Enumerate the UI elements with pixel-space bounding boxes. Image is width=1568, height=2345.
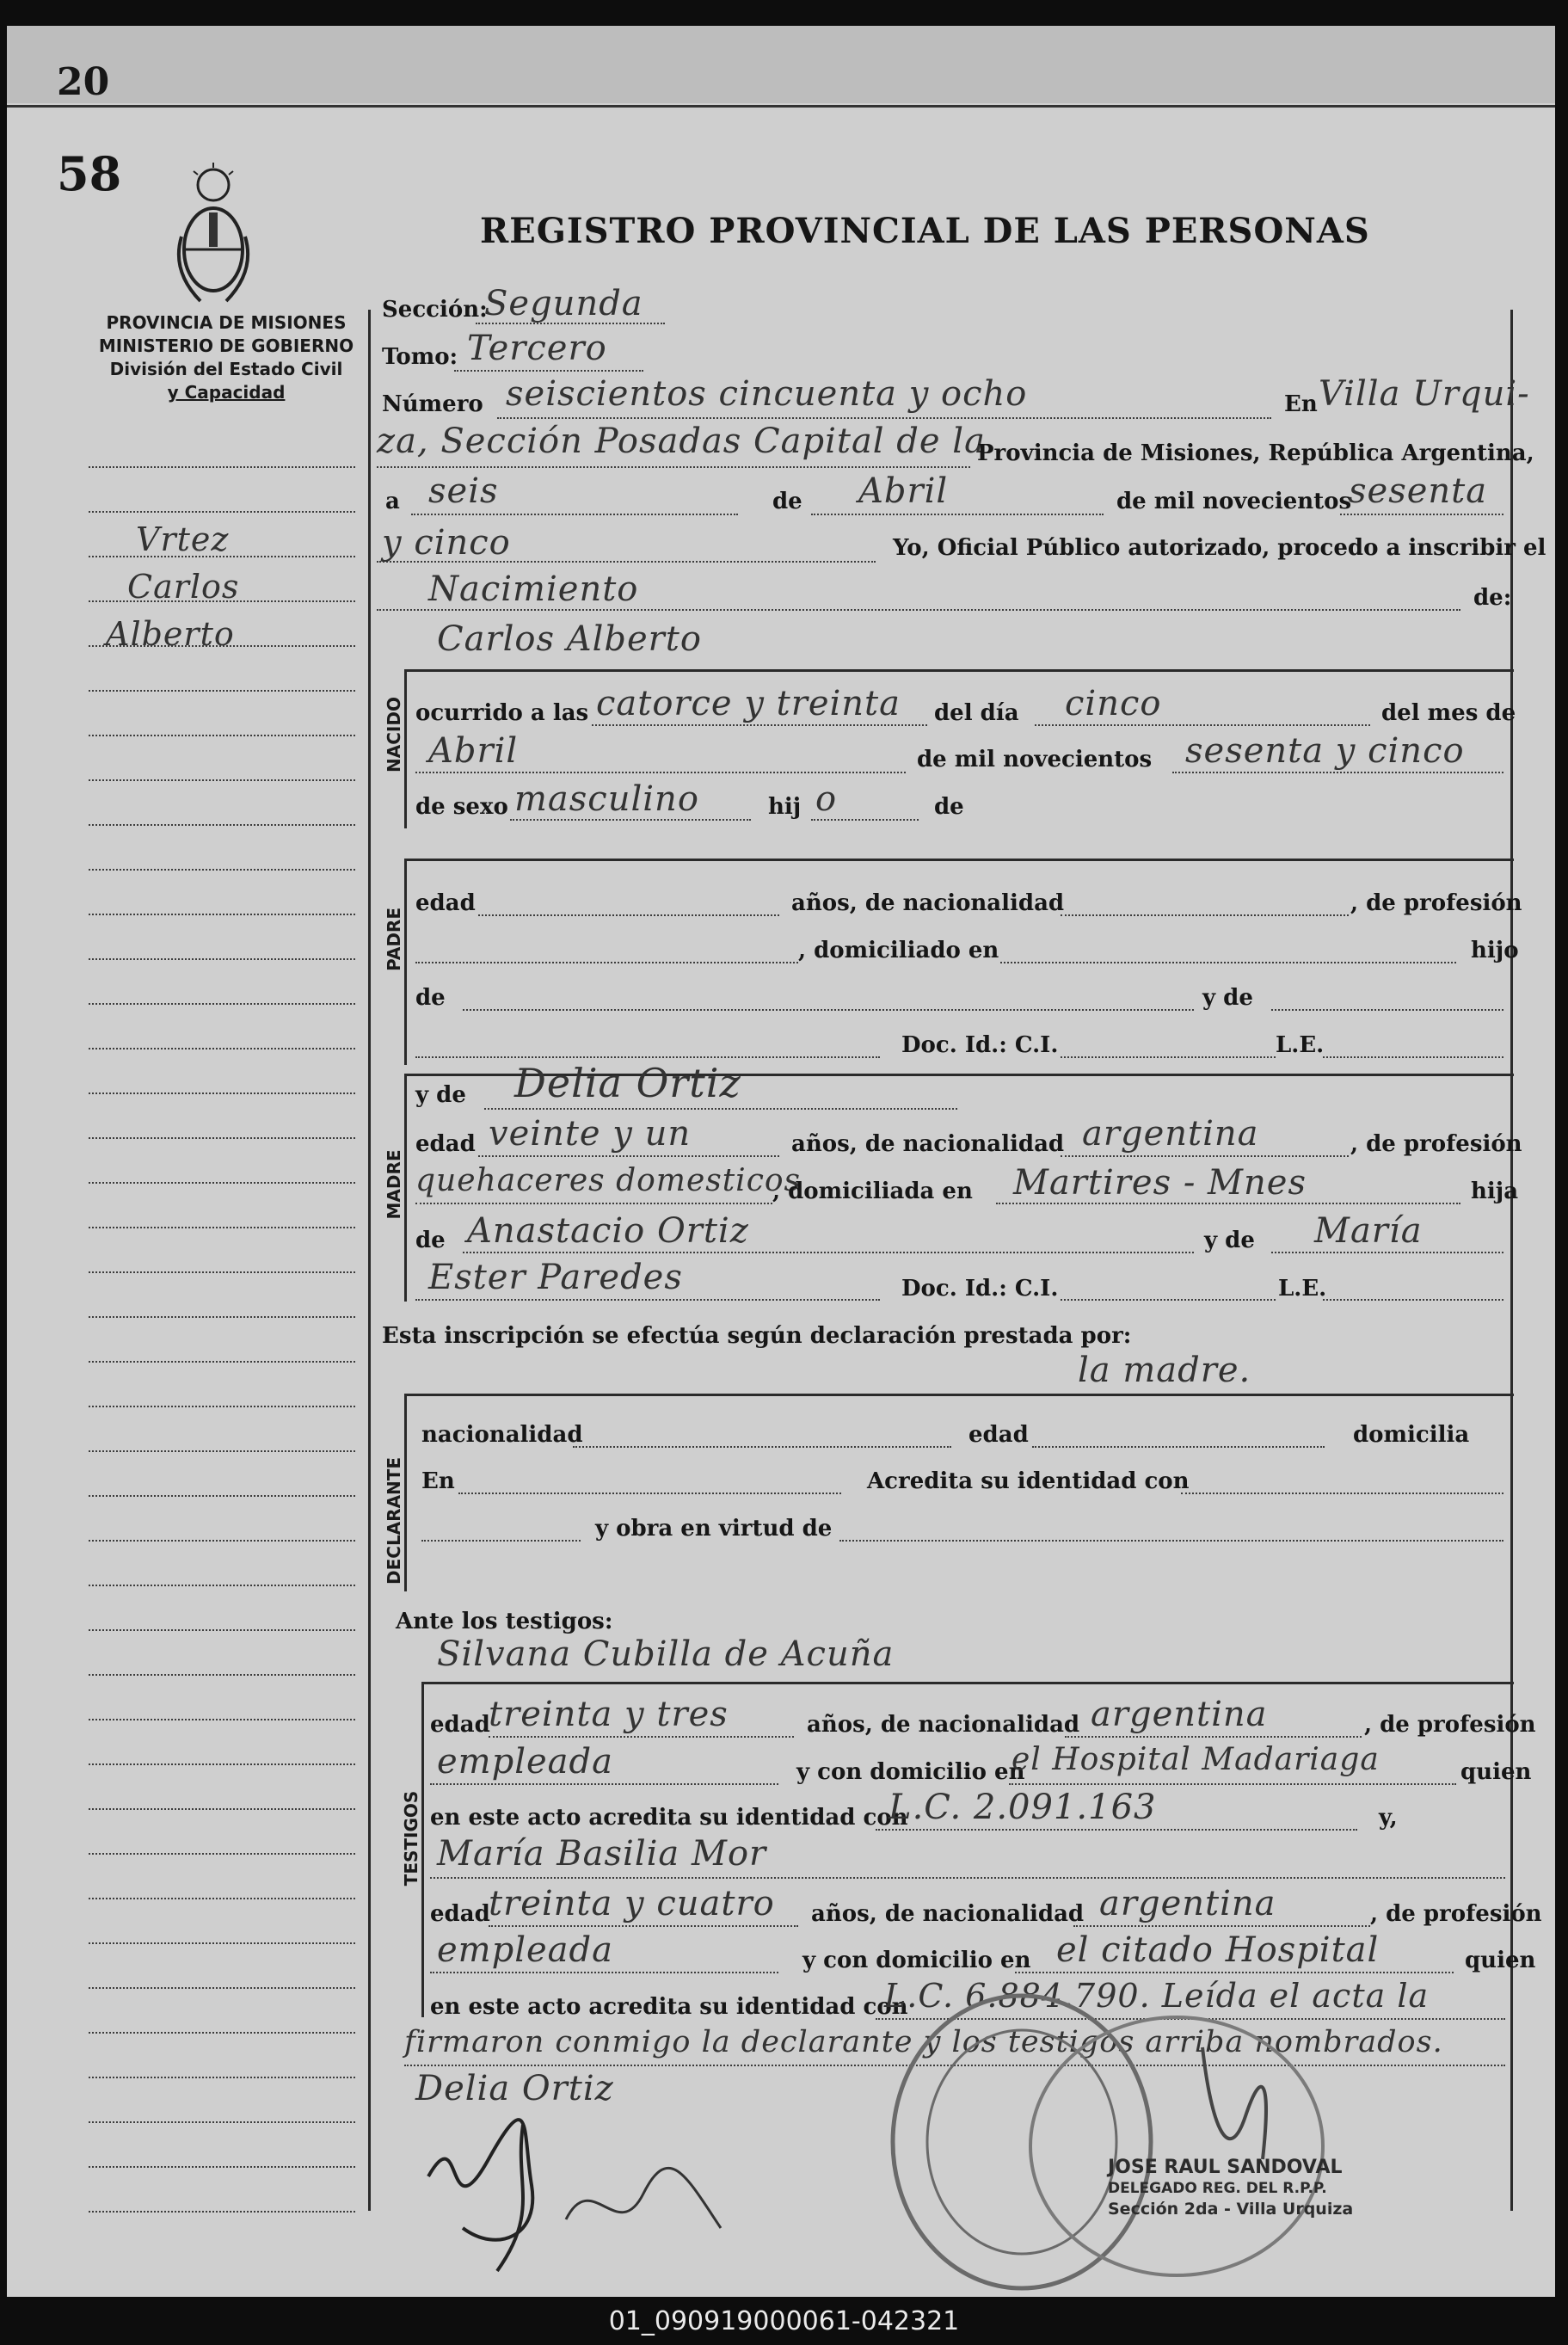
rule-nacido-top <box>404 669 1514 672</box>
entry-t1-edad: treinta y tres <box>489 1695 729 1734</box>
line-padre-nacionalidad <box>1061 914 1349 916</box>
line-declarante-nacionalidad <box>573 1446 951 1448</box>
line-t2-domicilio <box>1015 1972 1454 1973</box>
previous-page-strip <box>7 26 1555 103</box>
stamp-officer-name: JOSE RAUL SANDOVAL <box>1108 2157 1343 2178</box>
label-a: a <box>385 489 400 514</box>
line-t2-profesion <box>430 1972 778 1973</box>
entry-anio-nac: sesenta y cinco <box>1185 731 1465 771</box>
line-lugar <box>377 466 970 468</box>
margin-rule <box>89 466 355 468</box>
label-hijo: hijo <box>1471 938 1519 963</box>
entry-cierre: firmaron conmigo la declarante y los testigos arriba nombrados. <box>404 2025 1443 2059</box>
line-padre-le <box>1323 1056 1503 1058</box>
label-hij: hij <box>768 794 802 820</box>
entry-testigo1-nombre: Silvana Cubilla de Acuña <box>437 1634 895 1674</box>
label-yo-oficial: Yo, Oficial Público autorizado, procedo a inscribir el <box>893 535 1546 561</box>
line-madre-le <box>1323 1299 1503 1301</box>
label-de-hij: de <box>934 794 964 820</box>
line-padre-de <box>463 1009 1194 1011</box>
entry-sexo: masculino <box>514 779 699 819</box>
margin-rule <box>89 1898 355 1899</box>
label-t2-profesion: , de profesión <box>1370 1901 1542 1927</box>
scan-id-footer: 01_090919000061-042321 <box>608 2306 960 2336</box>
register-title: REGISTRO PROVINCIAL DE LAS PERSONAS <box>480 211 1370 251</box>
office-capacity: y Capacidad <box>167 382 286 403</box>
line-anio <box>1340 514 1503 515</box>
label-t2-edad: edad <box>430 1901 490 1927</box>
label-t1-domicilio: y con domicilio en <box>796 1759 1025 1785</box>
line-madre-padre <box>463 1252 1194 1253</box>
line-madre-madre-2 <box>415 1299 880 1301</box>
line-padre-ci <box>1061 1056 1276 1058</box>
line-padre-domicilio <box>1000 962 1456 963</box>
entry-madre-nombre: Delia Ortiz <box>514 1060 741 1106</box>
label-padre-nacionalidad: años, de nacionalidad <box>791 890 1065 916</box>
office-province: PROVINCIA DE MISIONES <box>106 312 347 333</box>
line-madre-nacionalidad <box>1061 1155 1349 1157</box>
entry-madre-domicilio: Martires - Mnes <box>1013 1163 1307 1203</box>
label-t1-profesion: , de profesión <box>1364 1712 1536 1738</box>
line-t2-edad <box>489 1925 798 1927</box>
margin-rule <box>89 1674 355 1676</box>
label-domiciliado: , domiciliado en <box>798 938 999 963</box>
margin-rule <box>89 2121 355 2123</box>
line-t2-nombre <box>430 1877 1505 1879</box>
label-acredita: Acredita su identidad con <box>867 1468 1190 1494</box>
entry-lugar-2: za, Sección Posadas Capital de la <box>377 422 986 461</box>
margin-rule <box>89 1763 355 1765</box>
line-madre-profesion <box>415 1203 772 1204</box>
entry-t1-domicilio: el Hospital Madariaga <box>1012 1742 1380 1777</box>
label-del-mes-de: del mes de <box>1381 700 1516 726</box>
line-t2-nacionalidad <box>1073 1925 1370 1927</box>
delegate-seal-icon <box>1013 1996 1340 2288</box>
label-provincia: Provincia de Misiones, República Argentina, <box>977 440 1534 466</box>
page-top-edge <box>7 105 1555 108</box>
stamp-officer-title: DELEGADO REG. DEL R.P.P. <box>1108 2180 1327 2197</box>
margin-rule <box>89 1316 355 1318</box>
entry-t2-edad: treinta y cuatro <box>489 1884 775 1923</box>
entry-seccion: Segunda <box>484 284 643 323</box>
label-t2-quien: quien <box>1465 1948 1536 1973</box>
entry-testigo2-nombre: María Basilia Mor <box>437 1834 767 1874</box>
line-padre-profesion <box>415 962 798 963</box>
entry-lugar-1: Villa Urqui- <box>1319 374 1530 414</box>
line-acto <box>377 609 1460 611</box>
rule-padre-top <box>404 859 1514 861</box>
margin-rule <box>89 1450 355 1452</box>
margin-rule <box>89 1853 355 1855</box>
label-padre-le: L.E. <box>1276 1032 1325 1058</box>
label-madre-le: L.E. <box>1278 1276 1327 1302</box>
margin-rule <box>89 1048 355 1049</box>
entry-mes-nac: Abril <box>428 731 519 771</box>
line-t1-domicilio <box>1009 1783 1456 1785</box>
entry-madre-padre: Anastacio Ortiz <box>467 1211 749 1251</box>
label-padre-profesion: , de profesión <box>1350 890 1522 916</box>
label-declarante-en: En <box>421 1468 455 1494</box>
entry-t2-nacionalidad: argentina <box>1099 1884 1276 1923</box>
page-number: 58 <box>57 146 122 201</box>
line-declarante-en <box>458 1493 841 1494</box>
margin-rule <box>89 1987 355 1989</box>
entry-anio-2: y cinco <box>382 523 511 563</box>
label-padre-edad: edad <box>415 890 476 916</box>
margin-rule <box>89 1495 355 1497</box>
margin-rule <box>89 1361 355 1363</box>
label-padre-doc: Doc. Id.: C.I. <box>901 1032 1059 1058</box>
section-nacido: NACIDO <box>384 697 404 772</box>
stamp-officer-section: Sección 2da - Villa Urquiza <box>1108 2200 1354 2219</box>
label-obra-virtud: y obra en virtud de <box>595 1516 833 1542</box>
line-obra-virtud <box>839 1540 1503 1542</box>
margin-rule <box>89 869 355 871</box>
margin-rule <box>89 1585 355 1586</box>
entry-madre-madre-1: María <box>1314 1211 1423 1251</box>
line-madre-ci <box>1061 1299 1276 1301</box>
rule-nacido-side <box>404 669 407 828</box>
entry-hora: catorce y treinta <box>596 684 901 723</box>
signature-scribbles-icon <box>394 2108 755 2280</box>
entry-madre-madre-2: Ester Paredes <box>428 1258 683 1297</box>
line-declarante-previo <box>421 1540 581 1542</box>
margin-rule <box>89 1808 355 1810</box>
line-hora <box>592 724 927 726</box>
margin-note-surname: Vrtez <box>136 520 230 558</box>
line-madre-domicilio <box>996 1203 1460 1204</box>
label-seccion: Sección: <box>382 297 488 323</box>
line-numero <box>497 417 1271 419</box>
line-tomo <box>454 370 643 372</box>
label-t2-domicilio: y con domicilio en <box>802 1948 1031 1973</box>
label-madre-de: de <box>415 1228 446 1253</box>
entry-tomo: Tercero <box>467 329 607 368</box>
label-de-mil-novecientos: de mil novecientos <box>1116 489 1352 514</box>
label-de-mil-novecientos-nac: de mil novecientos <box>917 747 1153 772</box>
stamp-block <box>1108 2157 1353 2219</box>
entry-madre-edad: veinte y un <box>489 1114 692 1154</box>
margin-rule <box>89 1719 355 1720</box>
label-padre-de: de <box>415 985 446 1011</box>
label-numero: Número <box>382 391 483 417</box>
frame-left-rule <box>368 310 371 2211</box>
label-declarante-nacionalidad: nacionalidad <box>421 1422 583 1448</box>
entry-dia-nac: cinco <box>1065 684 1162 723</box>
entry-dia: seis <box>428 471 499 511</box>
register-page <box>7 26 1555 2297</box>
line-madre-edad <box>478 1155 779 1157</box>
label-madre-doc: Doc. Id.: C.I. <box>901 1276 1059 1302</box>
label-madre-y-de: y de <box>415 1082 466 1108</box>
line-padre-edad <box>478 914 779 916</box>
label-t1-edad: edad <box>430 1712 490 1738</box>
label-t1-y: y, <box>1379 1805 1398 1831</box>
rule-testigos-side <box>421 1682 424 2017</box>
office-block <box>84 311 368 404</box>
margin-rule <box>89 2211 355 2213</box>
rule-madre-side <box>404 1074 407 1302</box>
label-padre-y-de: y de <box>1202 985 1253 1011</box>
margin-rule <box>89 1942 355 1944</box>
line-madre-madre <box>1271 1252 1503 1253</box>
label-madre-edad: edad <box>415 1131 476 1157</box>
entry-t2-domicilio: el citado Hospital <box>1056 1930 1380 1970</box>
margin-rule <box>89 511 355 513</box>
line-hij <box>811 819 919 821</box>
rule-declarante-top <box>404 1394 1514 1396</box>
section-declarante: DECLARANTE <box>384 1456 404 1585</box>
line-anio-nac <box>1172 772 1503 773</box>
line-padre-y-de <box>1271 1009 1503 1011</box>
section-padre: PADRE <box>384 908 404 971</box>
rule-testigos-top <box>421 1682 1514 1684</box>
margin-rule <box>89 1092 355 1094</box>
label-t1-acredita: en este acto acredita su identidad con <box>430 1805 908 1831</box>
label-madre-y-de-2: y de <box>1204 1228 1255 1253</box>
entry-t1-nacionalidad: argentina <box>1091 1695 1268 1734</box>
line-t1-edad <box>489 1736 794 1738</box>
margin-rule <box>89 1003 355 1005</box>
margin-rule <box>89 914 355 915</box>
margin-rule <box>89 1137 355 1139</box>
section-testigos: TESTIGOS <box>401 1790 421 1886</box>
label-domiciliada: , domiciliada en <box>772 1179 973 1204</box>
margin-rule <box>89 779 355 781</box>
line-dia <box>411 514 738 515</box>
margin-rule <box>89 2166 355 2168</box>
label-declarante-domicilia: domicilia <box>1353 1422 1470 1448</box>
margin-rule <box>89 1629 355 1631</box>
label-del-dia: del día <box>934 700 1019 726</box>
label-hija: hija <box>1471 1179 1519 1204</box>
label-de-colon: de: <box>1473 585 1512 611</box>
margin-note-name2: Alberto <box>106 615 235 653</box>
label-madre-profesion: , de profesión <box>1350 1131 1522 1157</box>
margin-rule <box>89 2032 355 2034</box>
margin-rule <box>89 1540 355 1542</box>
label-t2-nacionalidad: años, de nacionalidad <box>811 1901 1085 1927</box>
line-t1-doc <box>876 1829 1357 1831</box>
entry-t2-profesion: empleada <box>437 1930 613 1970</box>
margin-rule <box>89 2077 355 2078</box>
signature-madre: Delia Ortiz <box>415 2069 614 2108</box>
label-t1-nacionalidad: años, de nacionalidad <box>807 1712 1080 1738</box>
margin-rule <box>89 1227 355 1228</box>
entry-acto: Nacimiento <box>428 569 639 609</box>
line-t1-nacionalidad <box>1065 1736 1362 1738</box>
office-ministry: MINISTERIO DE GOBIERNO <box>98 335 354 356</box>
entry-madre-nacionalidad: argentina <box>1082 1114 1259 1154</box>
entry-hij-suffix: o <box>815 779 838 819</box>
margin-rule <box>89 690 355 692</box>
line-padre-abuelos <box>415 1056 880 1058</box>
section-madre: MADRE <box>384 1149 404 1220</box>
margin-rule <box>89 824 355 826</box>
entry-t1-doc: L.C. 2.091.163 <box>889 1788 1157 1827</box>
office-division: División del Estado Civil <box>109 359 343 379</box>
line-acredita <box>1181 1493 1503 1494</box>
label-t2-acredita: en este acto acredita su identidad con <box>430 1994 908 2020</box>
label-esta-inscripcion: Esta inscripción se efectúa según declaración prestada por: <box>382 1323 1132 1349</box>
argentine-coat-of-arms-icon <box>175 159 252 314</box>
line-t1-profesion <box>430 1783 778 1785</box>
entry-t1-profesion: empleada <box>437 1742 613 1782</box>
margin-rule <box>89 1271 355 1273</box>
entry-mes: Abril <box>858 471 949 511</box>
entry-numero: seiscientos cincuenta y ocho <box>506 374 1028 414</box>
label-de: de <box>772 489 802 514</box>
line-dia-nac <box>1035 724 1370 726</box>
entry-madre-profesion: quehaceres domesticos <box>415 1163 802 1198</box>
margin-rule <box>89 1182 355 1184</box>
entry-anio-1: sesenta <box>1349 471 1488 511</box>
line-mes-nac <box>415 772 906 773</box>
margin-note-name1: Carlos <box>127 568 240 606</box>
entry-declarante: la madre. <box>1078 1351 1251 1390</box>
margin-rule <box>89 1406 355 1407</box>
rule-padre-side <box>404 859 407 1065</box>
line-declarante-edad <box>1032 1446 1325 1448</box>
line-sexo <box>510 819 751 821</box>
label-de-sexo: de sexo <box>415 794 508 820</box>
label-declarante-edad: edad <box>968 1422 1029 1448</box>
line-mes <box>811 514 1104 515</box>
label-tomo: Tomo: <box>382 344 458 370</box>
margin-rule <box>89 735 355 736</box>
label-en: En <box>1284 391 1318 417</box>
entry-t2-doc: L.C. 6.884.790. Leída el acta la <box>884 1977 1430 2015</box>
line-madre-nombre <box>484 1108 957 1110</box>
margin-rule <box>89 958 355 960</box>
top-page-number: 20 <box>57 60 110 104</box>
label-madre-nacionalidad: años, de nacionalidad <box>791 1131 1065 1157</box>
label-ante-testigos: Ante los testigos: <box>396 1609 613 1634</box>
label-t1-quien: quien <box>1460 1759 1532 1785</box>
rule-declarante-side <box>404 1394 407 1591</box>
label-ocurrido: ocurrido a las <box>415 700 589 726</box>
entry-nombre: Carlos Alberto <box>437 619 702 659</box>
